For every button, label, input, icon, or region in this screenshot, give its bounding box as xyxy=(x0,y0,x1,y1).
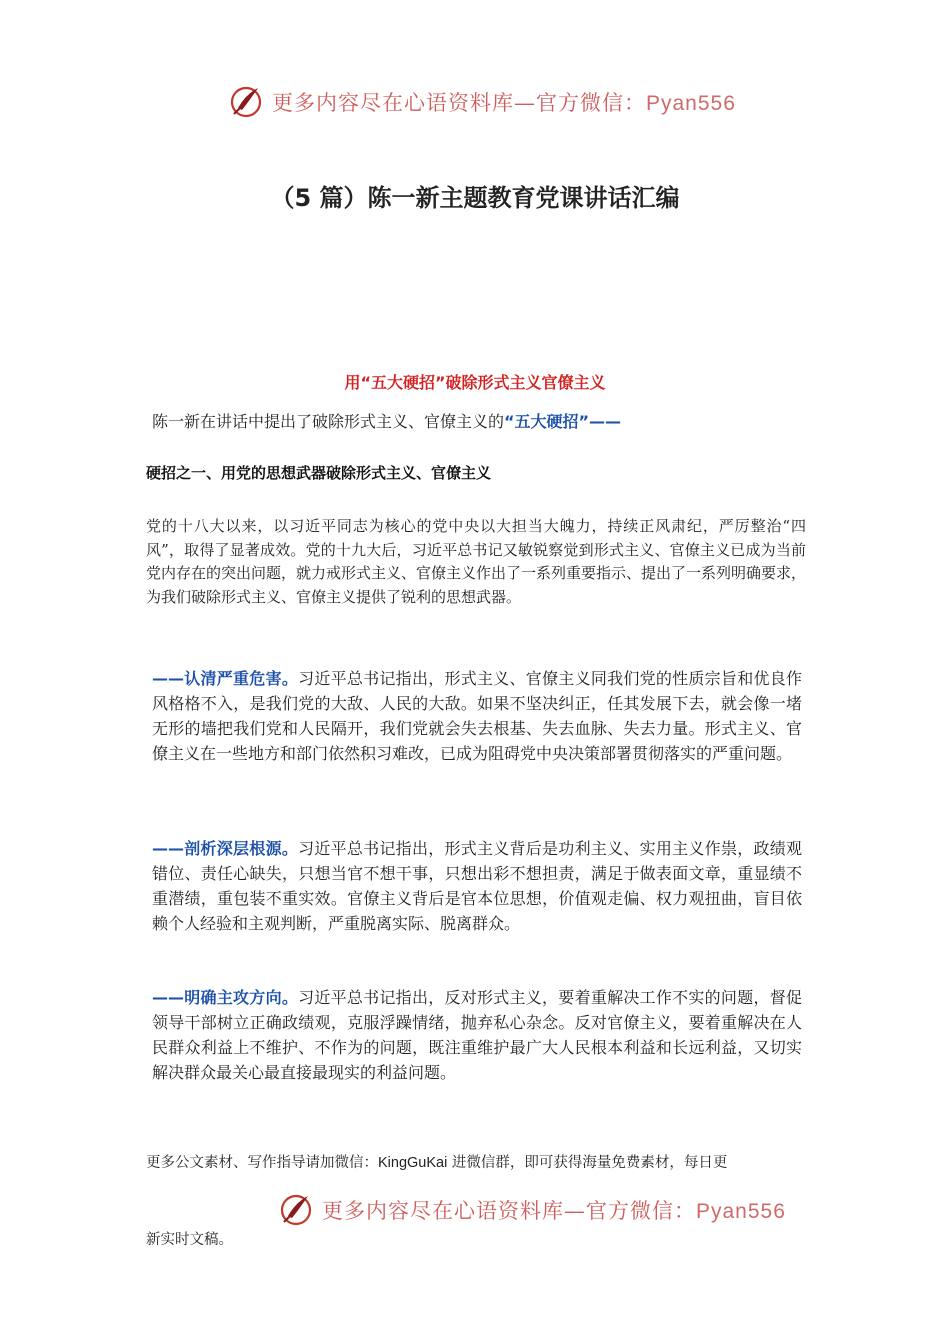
watermark-banner-bottom xyxy=(278,1192,786,1228)
body-paragraph: 党的十八大以来，以习近平同志为核心的党中央以大担当大魄力，持续正风肃纪，严厉整治“四风”，取得了显著成效。党的十九大后，习近平总书记又敏锐察觉到形式主义、官僚主义已成为当前党内存在的突出问题，就力戒形式主义、官僚主义作出了一系列重要指示、提出了一系列明确要求，为我们破除形式主义、官僚主义提供了锐利的思想武器。 xyxy=(146,517,807,606)
sub-heading: 硬招之一、用党的思想武器破除形式主义、官僚主义 xyxy=(146,464,492,482)
watermark-text: 更多内容尽在心语资料库—官方微信：Pyan556 xyxy=(322,1199,786,1223)
quill-logo-icon xyxy=(278,1192,314,1228)
point-main-direction: ——明确主攻方向。习近平总书记指出，反对形式主义，要着重解决工作不实的问题，督促领导干部树立正确政绩观，克服浮躁情绪，抛弃私心杂念。反对官僚主义，要着重解决在人民群众利益上不维护、不作为的问题，既注重维护最广大人民根本利益和长远利益，又切实解决群众最关心最直接最现实的利益问题。 xyxy=(152,988,802,1082)
footer-note: 更多公文素材、写作指导请加微信：KingGuKai 进微信群，即可获得海量免费素材，每日更 xyxy=(146,1155,728,1171)
footer-note-tail: 新实时文稿。 xyxy=(146,1232,233,1248)
quill-logo-icon xyxy=(228,84,264,120)
section-heading: 用“五大硬招”破除形式主义官僚主义 xyxy=(344,373,606,392)
watermark-banner-top xyxy=(228,84,736,120)
intro-line: 陈一新在讲话中提出了破除形式主义、官僚主义的“五大硬招”—— xyxy=(152,412,622,431)
watermark-text: 更多内容尽在心语资料库—官方微信：Pyan556 xyxy=(272,91,736,115)
document-title: （5 篇）陈一新主题教育党课讲话汇编 xyxy=(270,184,680,212)
footer-wechat-id: KingGuKai xyxy=(378,1155,448,1171)
point-analyze-roots: ——剖析深层根源。习近平总书记指出，形式主义背后是功利主义、实用主义作祟，政绩观错位、责任心缺失，只想当官不想干事，只想出彩不想担责，满足于做表面文章，重显绩不重潜绩，重包装不重实效。官僚主义背后是官本位思想，价值观走偏、权力观扭曲，盲目依赖个人经验和主观判断，严重脱离实际、脱离群众。 xyxy=(152,839,802,933)
point-recognize-harm: ——认清严重危害。习近平总书记指出，形式主义、官僚主义同我们党的性质宗旨和优良作风格格不入，是我们党的大敌、人民的大敌。如果不坚决纠正，任其发展下去，就会像一堵无形的墙把我们党和人民隔开，我们党就会失去根基、失去血脉、失去力量。形式主义、官僚主义在一些地方和部门依然积习难改，已成为阻碍党中央决策部署贯彻落实的严重问题。 xyxy=(152,669,802,763)
intro-emphasis: “五大硬招”—— xyxy=(504,412,622,431)
